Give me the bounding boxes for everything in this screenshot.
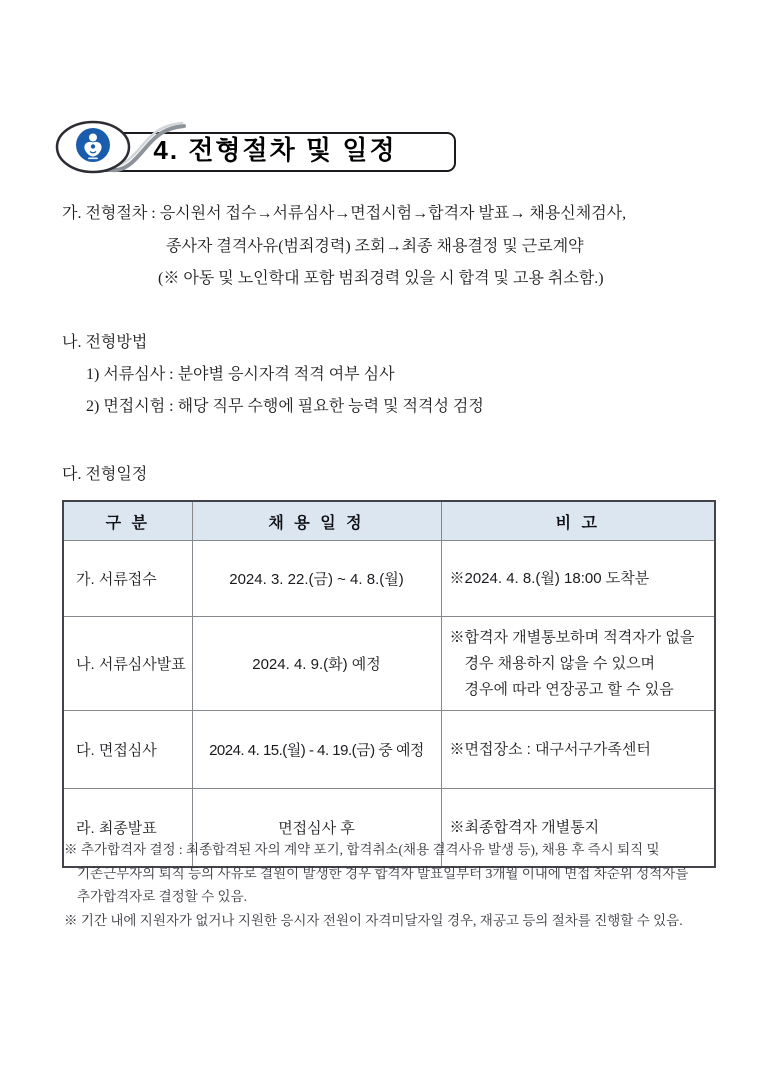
note-line: ※최종합격자 개별통지 <box>449 818 600 836</box>
footnotes <box>64 838 759 932</box>
row-note <box>441 711 715 789</box>
col-header-date: 채 용 일 정 <box>192 501 441 541</box>
row-note <box>441 541 715 617</box>
section-title: 4. 전형절차 및 일정 <box>153 135 397 165</box>
row-category: 나. 서류심사발표 <box>63 617 192 711</box>
row-category: 다. 면접심사 <box>63 711 192 789</box>
row-category: 라. 최종발표 <box>63 789 192 868</box>
note-line: 경우 채용하지 않을 수 있으며 <box>464 654 656 672</box>
method-item-1: 1) 서류심사 : 분야별 응시자격 적격 여부 심사 <box>86 366 395 383</box>
table-row <box>63 711 715 789</box>
note-line: ※합격자 개별통보하며 적격자가 없을 <box>449 628 695 646</box>
procedure-line-2: 종사자 결격사유(범죄경력) 조회→최종 채용결정 및 근로계약 <box>166 238 584 255</box>
row-category: 가. 서류접수 <box>63 541 192 617</box>
footnote-line: 기존근무자의 퇴직 등의 사유로 결원이 발생한 경우 합격자 발표일부터 3개월 이내에 면접 차순위 성적자를 <box>77 865 689 881</box>
schedule-table-wrap <box>62 500 714 868</box>
note-line: ※2024. 4. 8.(월) 18:00 도착분 <box>449 569 650 587</box>
row-date: 2024. 3. 22.(금) ~ 4. 8.(월) <box>192 541 441 617</box>
col-header-note: 비 고 <box>441 501 715 541</box>
footnote-line: 추가합격자로 결정할 수 있음. <box>77 889 247 904</box>
note-line: ※면접장소 : 대구서구가족센터 <box>449 740 651 758</box>
procedure-line-1: 가. 전형절차 : 응시원서 접수→서류심사→면접시험→합격자 발표→ 채용신체검사, <box>62 205 627 222</box>
table-row <box>63 617 715 711</box>
row-date: 면접심사 후 <box>192 789 441 868</box>
table-header-row <box>63 501 715 541</box>
col-header-category: 구 분 <box>63 501 192 541</box>
procedure-line-3: (※ 아동 및 노인학대 포함 범죄경력 있을 시 합격 및 고용 취소함.) <box>158 270 604 287</box>
row-note <box>441 617 715 711</box>
schedule-heading: 다. 전형일정 <box>62 466 148 483</box>
table-row <box>63 541 715 617</box>
schedule-table <box>62 500 716 868</box>
note-line: 경우에 따라 연장공고 할 수 있음 <box>464 680 674 698</box>
row-date: 2024. 4. 9.(화) 예정 <box>192 617 441 711</box>
method-heading: 나. 전형방법 <box>62 334 148 351</box>
footnote-line: ※ 추가합격자 결정 : 최종합격된 자의 계약 포기, 합격취소(채용 결격사유 발생 등), 채용 후 즉시 퇴직 및 <box>64 842 660 857</box>
method-item-2: 2) 면접시험 : 해당 직무 수행에 필요한 능력 및 적격성 검정 <box>86 398 484 415</box>
row-date: 2024. 4. 15.(월) - 4. 19.(금) 중 예정 <box>192 711 441 789</box>
footnote-line: ※ 기간 내에 지원자가 없거나 지원한 응시자 전원이 자격미달자일 경우, 재공고 등의 절차를 진행할 수 있음. <box>64 912 683 928</box>
